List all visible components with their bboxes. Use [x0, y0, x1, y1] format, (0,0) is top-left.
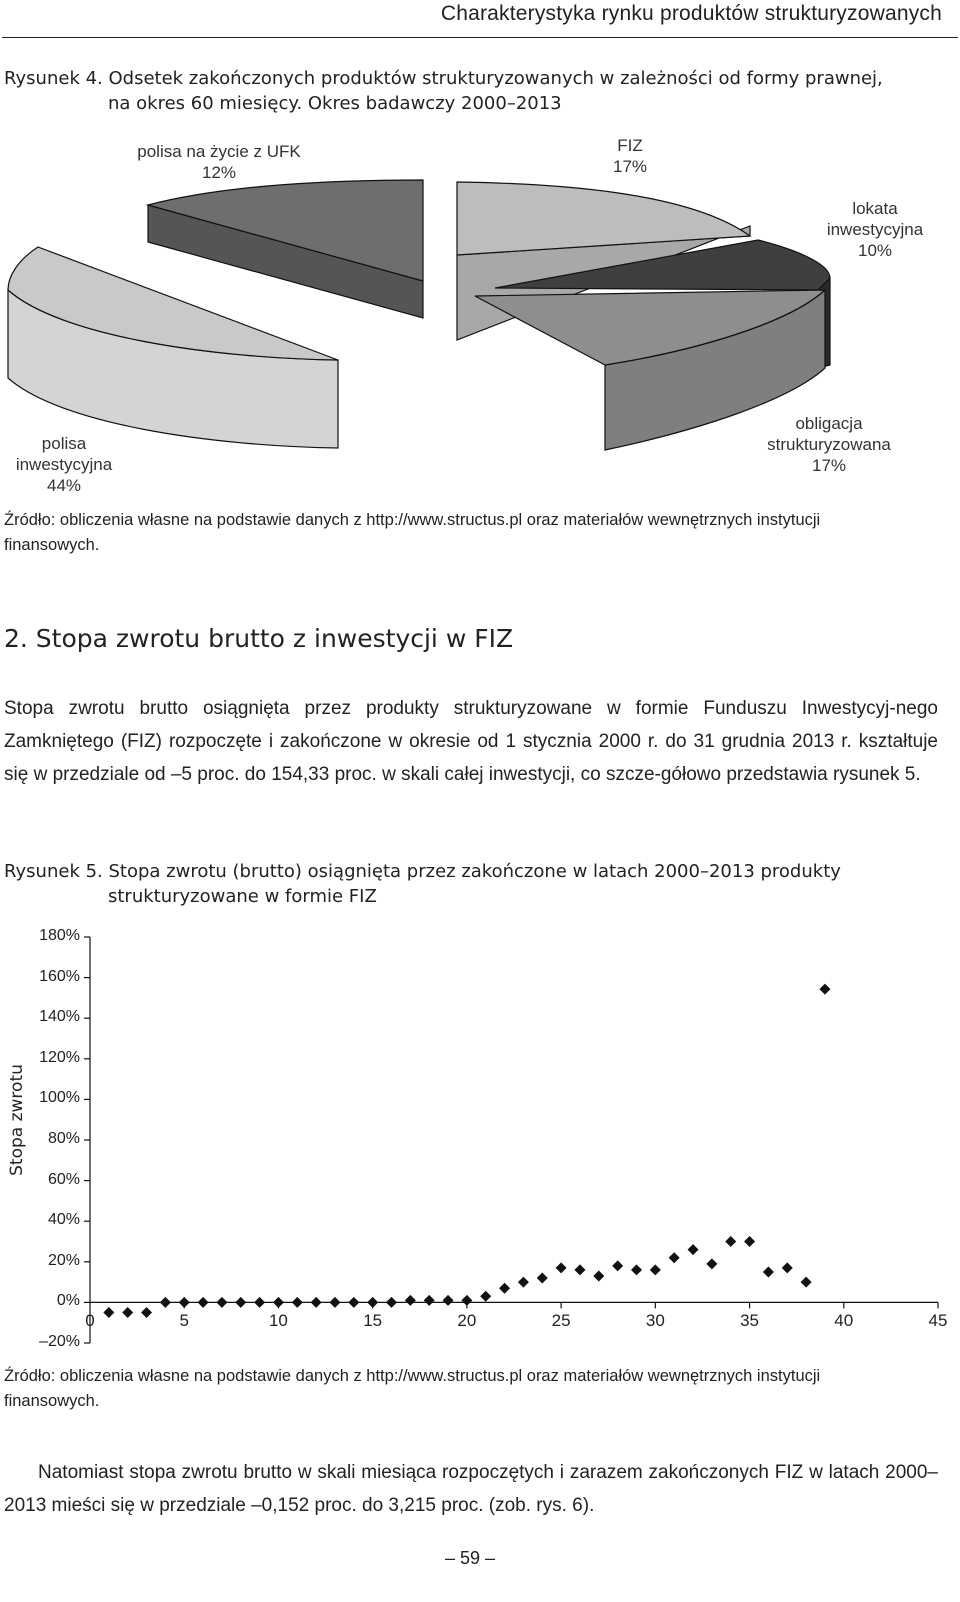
data-point — [518, 1277, 529, 1288]
data-point — [311, 1297, 322, 1308]
data-point — [688, 1244, 699, 1255]
pie-label-lokata — [808, 198, 942, 261]
data-point — [763, 1266, 774, 1277]
pie-label-lokata-line1: lokata — [852, 199, 898, 218]
figure4-caption-line1: Rysunek 4. Odsetek zakończonych produktów strukturyzowanych w zależności od formy prawnej, — [4, 68, 883, 89]
data-point — [631, 1264, 642, 1275]
pie-label-polisa-ufk-pct: 12% — [201, 163, 237, 182]
data-point — [122, 1307, 133, 1318]
y-tick-label: 60% — [47, 1170, 80, 1188]
figure4-source-line2: finansowych. — [4, 536, 100, 554]
data-point — [612, 1260, 623, 1271]
y-tick-label: 40% — [47, 1211, 80, 1229]
y-tick-label: 20% — [47, 1251, 80, 1269]
data-point — [556, 1262, 567, 1273]
pie-label-obligacja — [744, 413, 914, 476]
data-point — [405, 1295, 416, 1306]
pie-label-fiz-name: FIZ — [617, 136, 643, 155]
pie-label-polisa-inwestycyjna-pct: 44% — [46, 476, 82, 495]
pie-label-fiz-pct: 17% — [612, 157, 648, 176]
data-point — [537, 1273, 548, 1284]
y-axis-label: Stopa zwrotu — [7, 1064, 27, 1176]
pie-label-polisa-inwestycyjna-line2: inwestycyjna — [15, 455, 113, 474]
x-tick-label: 10 — [268, 1311, 288, 1331]
figure4-source — [4, 508, 954, 558]
pie-label-polisa-inwestycyjna-line1: polisa — [41, 434, 87, 453]
y-tick-label: 0% — [56, 1292, 80, 1310]
data-point — [179, 1297, 190, 1308]
x-tick-label: 30 — [645, 1311, 665, 1331]
pie-label-fiz — [600, 135, 660, 177]
closing-paragraph: Natomiast stopa zwrotu brutto w skali miesiąca rozpoczętych i zarazem zakończonych FIZ w latach 2000–2013 mieści się w przedziale –0,152 proc. do 3,215 proc. (zob. rys. 6). — [4, 1462, 938, 1516]
data-point — [160, 1297, 171, 1308]
data-point — [782, 1262, 793, 1273]
x-tick-label: 35 — [740, 1311, 759, 1331]
data-point — [235, 1297, 246, 1308]
figure5-caption — [4, 859, 954, 909]
data-point — [424, 1295, 435, 1306]
x-tick-label: 20 — [457, 1311, 477, 1331]
x-tick-label: 5 — [179, 1311, 189, 1331]
x-tick-label: 0 — [85, 1311, 95, 1331]
figure4-caption-line2: na okres 60 miesięcy. Okres badawczy 2000–2013 — [108, 93, 562, 114]
data-point — [499, 1283, 510, 1294]
data-point — [329, 1297, 340, 1308]
y-tick-label: 160% — [39, 967, 80, 985]
data-point — [480, 1291, 491, 1302]
x-tick-label: 45 — [928, 1311, 948, 1331]
data-point — [650, 1264, 661, 1275]
running-head: Charakterystyka rynku produktów strukturyzowanych — [440, 2, 942, 25]
data-point — [292, 1297, 303, 1308]
section-paragraph: Stopa zwrotu brutto osiągnięta przez produkty strukturyzowane w formie Funduszu Inwestycyj-nego Zamkniętego (FIZ) rozpoczęte i zakończone w okresie od 1 stycznia 2000 r. do 31 grudnia 2013 r. kształtuje się w przedziale od –5 proc. do 154,33 proc. w skali całej inwestycji, co szcze-gółowo przedstawia rysunek 5. — [4, 698, 938, 785]
data-point — [593, 1271, 604, 1282]
y-tick-label: 120% — [39, 1048, 80, 1066]
y-tick-label: –20% — [39, 1333, 80, 1350]
pie-label-obligacja-line2: strukturyzowana — [767, 435, 891, 454]
data-point — [725, 1236, 736, 1247]
page-number: – 59 – — [444, 1548, 496, 1568]
data-point — [386, 1297, 397, 1308]
scatter-chart — [0, 920, 960, 1360]
x-tick-label: 25 — [551, 1311, 571, 1331]
data-point — [744, 1236, 755, 1247]
data-point — [443, 1295, 454, 1306]
pie-label-polisa-ufk-name: polisa na życie z UFK — [137, 142, 301, 161]
data-point — [198, 1297, 209, 1308]
figure5-source — [4, 1364, 954, 1414]
y-tick-label: 100% — [39, 1089, 80, 1107]
pie-label-obligacja-line1: obligacja — [795, 414, 863, 433]
data-point — [461, 1295, 472, 1306]
y-tick-label: 80% — [47, 1130, 80, 1147]
data-point — [216, 1297, 227, 1308]
data-point — [669, 1252, 680, 1263]
data-point — [367, 1297, 378, 1308]
pie-label-obligacja-pct: 17% — [811, 456, 847, 475]
figure5-caption-line2: strukturyzowane w formie FIZ — [108, 886, 377, 907]
pie-label-polisa-inwestycyjna — [0, 433, 128, 496]
data-point — [801, 1277, 812, 1288]
data-point — [819, 984, 830, 995]
pie-label-lokata-pct: 10% — [857, 241, 893, 260]
figure5-caption-line1: Rysunek 5. Stopa zwrotu (brutto) osiągnięta przez zakończone w latach 2000–2013 produkty — [4, 861, 841, 882]
figure5-source-line2: finansowych. — [4, 1392, 100, 1410]
y-tick-label: 180% — [39, 927, 80, 944]
pie-slice-fiz — [457, 182, 750, 255]
data-point — [273, 1297, 284, 1308]
data-point — [574, 1264, 585, 1275]
data-point — [141, 1307, 152, 1318]
pie-label-lokata-line2: inwestycyjna — [826, 220, 924, 239]
figure4-source-line1: Źródło: obliczenia własne na podstawie danych z http://www.structus.pl oraz materiałów wewnętrznych instytucji — [4, 511, 821, 529]
header-rule — [2, 37, 958, 38]
x-tick-label: 15 — [363, 1311, 383, 1331]
data-point — [254, 1297, 265, 1308]
scatter-points — [103, 984, 830, 1318]
section-title: 2. Stopa zwrotu brutto z inwestycji w FIZ — [4, 624, 514, 653]
figure5-source-line1: Źródło: obliczenia własne na podstawie danych z http://www.structus.pl oraz materiałów wewnętrznych instytucji — [4, 1367, 821, 1385]
data-point — [348, 1297, 359, 1308]
x-tick-label: 40 — [834, 1311, 854, 1331]
pie-label-polisa-ufk — [108, 141, 330, 183]
figure4-caption — [4, 66, 954, 116]
data-point — [706, 1258, 717, 1269]
y-tick-label: 140% — [39, 1008, 80, 1026]
